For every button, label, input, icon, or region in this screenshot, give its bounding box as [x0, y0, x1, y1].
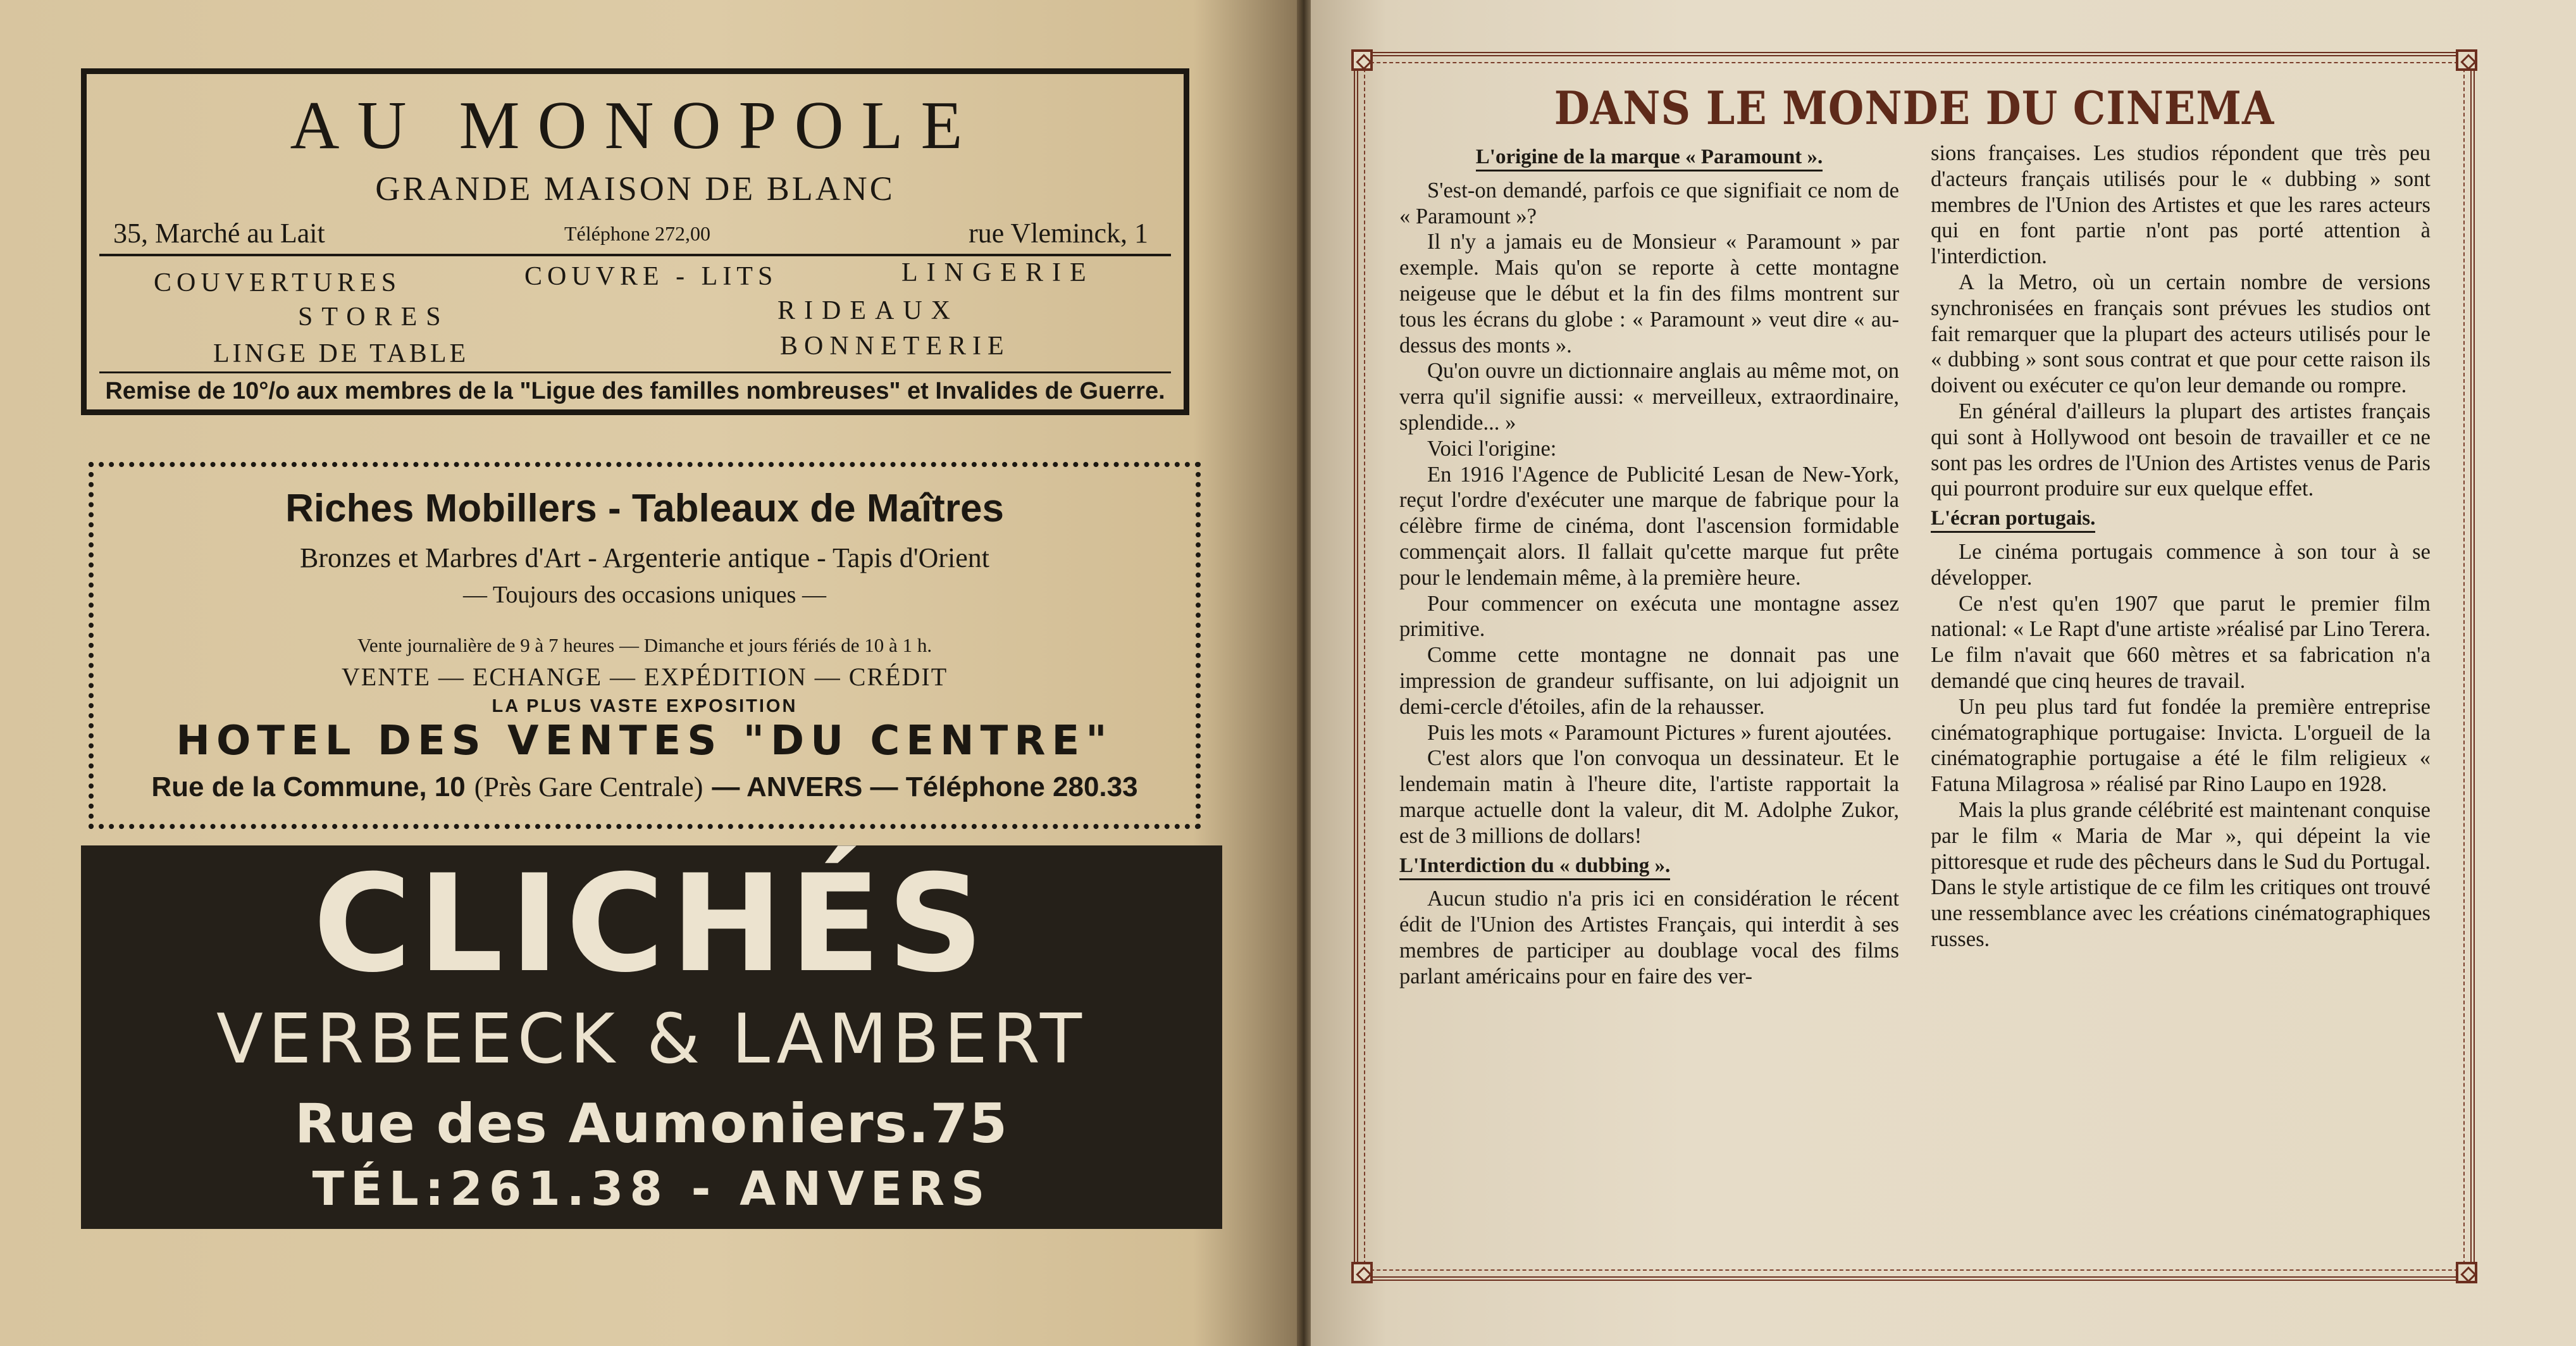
ad-address-left: 35, Marché au Lait [113, 218, 325, 249]
page-gutter [1297, 0, 1311, 1346]
ad-item: LINGERIE [901, 258, 1095, 287]
frame-corner-ornament [1351, 1262, 1373, 1283]
article-paragraph: Aucun studio n'a pris ici en considération le récent édit de l'Union des Artistes Français, qui interdit à ses membres de participer au doublage vocal des films parlant américains pour en faire des ver- [1399, 887, 1899, 988]
article-paragraph: Voici l'origine: [1427, 436, 1557, 461]
ad-line: TÉL:261.38 - ANVERS [312, 1162, 991, 1216]
ad-hotel-name: HOTEL DES VENTES "DU CENTRE" [176, 718, 1113, 764]
article-paragraph: Il n'y a jamais eu de Monsieur « Paramount » par exemple. Mais qu'on se reporte à cette montagne neigeuse que le début et la fin des films montrent sur tous les écrans du globe : « Paramount » veut dire « au-dessus des monts ». [1399, 230, 1899, 358]
section-heading [1399, 853, 1899, 879]
article-title: DANS LE MONDE DU CINEMA [1554, 81, 2275, 135]
ad-headline: CLICHÉS [313, 845, 991, 1002]
section-heading-text: L'origine de la marque « Paramount ». [1476, 146, 1823, 171]
ad-title: AU MONOPOLE [290, 88, 981, 163]
divider [99, 371, 1171, 373]
ad-line: LA PLUS VASTE EXPOSITION [492, 696, 798, 716]
ad-line: — Toujours des occasions uniques — [463, 582, 826, 608]
ad-phone: Téléphone 272,00 [564, 222, 711, 245]
article-paragraph: Puis les mots « Paramount Pictures » furent ajoutées. [1427, 720, 1892, 745]
ad-address [94, 771, 1196, 803]
article-paragraph: C'est alors que l'on convoqua un dessinateur. Et le lendemain matin à l'heure dite, l'artiste rapportait la marque actuelle dont la valeur, dit M. Adolphe Zukor, est de 3 millions de dollars! [1399, 746, 1899, 848]
ad-address-street: Rue de la Commune, 10 [151, 771, 466, 802]
section-heading [1399, 144, 1899, 170]
frame-corner-ornament [2456, 1262, 2477, 1283]
article-paragraph: A la Metro, où un certain nombre de versions synchronisées en français sont prévues les studios ont fait remarquer que la plupart des acteurs utilisés pour le « dubbing » sont sous contrat et que pour cette raison ils doivent ou exécuter ce qu'on leur demande ou rompre. [1931, 270, 2430, 398]
ad-item: COUVRE - LITS [524, 262, 778, 291]
ad-item: STORES [298, 302, 450, 332]
article-paragraph: S'est-on demandé, parfois ce que signifiait ce nom de « Paramount »? [1399, 178, 1899, 228]
article-paragraph: Un peu plus tard fut fondée la première entreprise cinématographique portugaise: Invicta. L'orgueil de la cinématographie portugaise a été le film religieux « Fatuna Milagrosa » réalisé par Rino Laupo en 1928. [1931, 694, 2430, 797]
section-heading-text: L'écran portugais. [1931, 507, 2095, 533]
ad-headline: Riches Mobillers - Tableaux de Maîtres [285, 487, 1004, 530]
ad-line: VENTE — ECHANGE — EXPÉDITION — CRÉDIT [341, 663, 948, 691]
ad-cliches [81, 845, 1222, 1229]
frame-corner-ornament [1351, 49, 1373, 71]
article-paragraph: Ce n'est qu'en 1907 que parut le premier film national: « Le Rapt d'une artiste »réalisé par Lino Terera. Le film n'avait que 660 mètres et sa fabrication n'a demandé que cinq heures de travail. [1931, 591, 2430, 693]
article-paragraph: Qu'on ouvre un dictionnaire anglais au même mot, on verra qu'il signifie aussi: « merveilleux, extraordinaire, splendide... » [1399, 359, 1899, 435]
ad-line: Rue des Aumoniers.75 [294, 1092, 1009, 1156]
article-paragraph: Pour commencer on exécuta une montagne assez primitive. [1399, 591, 1899, 642]
ad-address-right: rue Vleminck, 1 [969, 218, 1148, 249]
ad-address-city: — ANVERS — Téléphone 280.33 [712, 771, 1138, 802]
article-paragraph: En général d'ailleurs la plupart des artistes français qui sont à Hollywood ont besoin de travailler et ce ne sont pas les ordres de l'Union des Artistes venus de Paris qui pourront produire sur eux quelque effet. [1931, 399, 2430, 501]
ad-item: LINGE DE TABLE [213, 339, 469, 368]
ad-hotel-des-ventes [89, 462, 1201, 829]
article-paragraph: En 1916 l'Agence de Publicité Lesan de New-York, reçut l'ordre d'exécuter une marque de fabrique pour la célèbre firme de cinéma, dont l'ascension formidable commençait alors. Il fallait qu'cette marque fut prête pour le lendemain même, à la première heure. [1399, 462, 1899, 590]
article-column-left [1399, 140, 1899, 990]
article-paragraph: sions françaises. Les studios répondent que très peu d'acteurs français utilisés pour le « dubbing » sont membres de l'Union des Artistes et que les rares acteurs qui en font partie n'ont pas porté attention à l'interdiction. [1931, 141, 2430, 269]
article-paragraph: Le cinéma portugais commence à son tour à se développer. [1931, 539, 2430, 590]
ad-line: Bronzes et Marbres d'Art - Argenterie antique - Tapis d'Orient [299, 542, 990, 573]
ad-line: Vente journalière de 9 à 7 heures — Dimanche et jours fériés de 10 à 1 h. [357, 634, 932, 656]
article-column-right [1931, 140, 2430, 952]
article-paragraph: Comme cette montagne ne donnait pas une impression de grandeur suffisante, on lui adjoignit un demi-cercle d'étoiles, afin de la rehausser. [1399, 643, 1899, 719]
ad-remise: Remise de 10°/o aux membres de la "Ligue des familles nombreuses" et Invalides de Guerre. [105, 378, 1165, 404]
ad-au-monopole [81, 68, 1189, 415]
section-heading [1931, 506, 2430, 532]
ad-item: RIDEAUX [777, 296, 959, 325]
ad-subtitle: GRANDE MAISON DE BLANC [375, 170, 895, 208]
section-heading-text: L'Interdiction du « dubbing ». [1399, 854, 1670, 880]
ad-item: BONNETERIE [780, 332, 1010, 361]
divider [99, 254, 1171, 256]
ad-line: VERBEECK & LAMBERT [216, 1000, 1087, 1079]
frame-corner-ornament [2456, 49, 2477, 71]
ad-item: COUVERTURES [154, 268, 402, 297]
ad-address-note: (Près Gare Centrale) [474, 771, 703, 802]
article-paragraph: Mais la plus grande célébrité est maintenant conquise par le film « Maria de Mar », qui dépeint la vie pittoresque et rude des pêcheurs dans le Sud du Portugal. Dans le style artistique de ce film les critiques ont trouvé une ressemblance avec les créations cinématographiques russes. [1931, 797, 2430, 951]
